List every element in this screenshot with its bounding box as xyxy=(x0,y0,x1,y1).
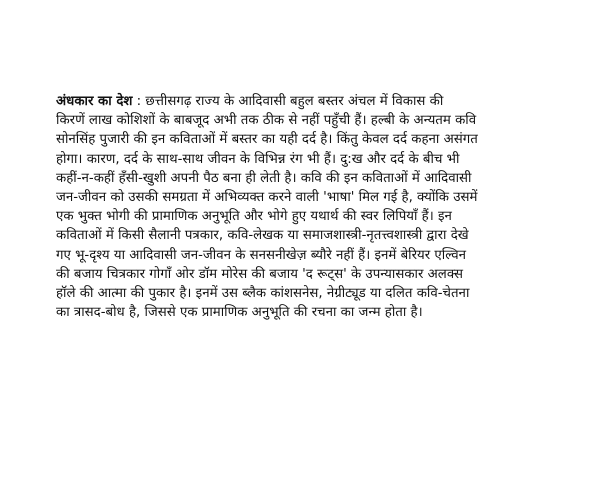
paragraph-line-6: जन-जीवन को उसकी समग्रता में अभिव्यक्त करने वाली 'भाषा' मिल गई है, क्योंकि उसमें xyxy=(56,189,478,205)
line-text: छत्तीसगढ़ राज्य के आदिवासी बहुल बस्तर अंचल में विकास की xyxy=(145,94,444,109)
paragraph-line-3: सोनसिंह पुजारी की इन कविताओं में बस्तर का यही दर्द है। किंतु केवल दर्द कहना असंगत xyxy=(56,132,478,148)
section-heading: अंधकार का देश xyxy=(56,94,133,109)
paragraph-line-12: का त्रासद-बोध है, जिससे एक प्रामाणिक अनुभूति की रचना का जन्म होता है। xyxy=(56,305,423,321)
paragraph-line-10: की बजाय चित्रकार गोगाँ ओर डॉम मोरेस की बजाय 'द रूट्स' के उपन्यासकार अलक्स xyxy=(56,266,463,282)
paragraph-line-11: हॉले की आत्मा की पुकार है। इनमें उस ब्लैक कांशसनेस, नेग्रीट्यूड या दलित कवि-चेतना xyxy=(56,285,470,301)
paragraph-line-7: एक भुक्त भोगी की प्रामाणिक अनुभूति और भोगे हुए यथार्थ की स्वर लिपियाँ हैं। इन xyxy=(56,209,452,225)
paragraph-line-8: कविताओं में किसी सैलानी पत्रकार, कवि-लेखक या समाजशास्त्री-नृतत्त्वशास्त्री द्वारा देखे xyxy=(56,228,469,244)
paragraph xyxy=(56,92,570,322)
paragraph-line-2: किरणें लाख कोशिशों के बाबजूद अभी तक ठीक से नहीं पहुँची हैं। हल्बी के अन्यतम कवि xyxy=(56,113,477,129)
heading-separator: : xyxy=(132,94,146,109)
paragraph-line-9: गए भू-दृश्य या आदिवासी जन-जीवन के सनसनीखेज़ ब्यौरे नहीं हैं। इनमें बेरियर एल्विन xyxy=(56,247,466,263)
paragraph-line-1 xyxy=(56,92,570,111)
paragraph-line-5: कहीं-न-कहीं हँसी-खुशी अपनी पैठ बना ही लेती है। कवि की इन कविताओं में आदिवासी xyxy=(56,170,472,186)
paragraph-line-4: होगा। कारण, दर्द के साथ-साथ जीवन के विभिन्न रंग भी हैं। दु:ख और दर्द के बीच भी xyxy=(56,151,460,167)
